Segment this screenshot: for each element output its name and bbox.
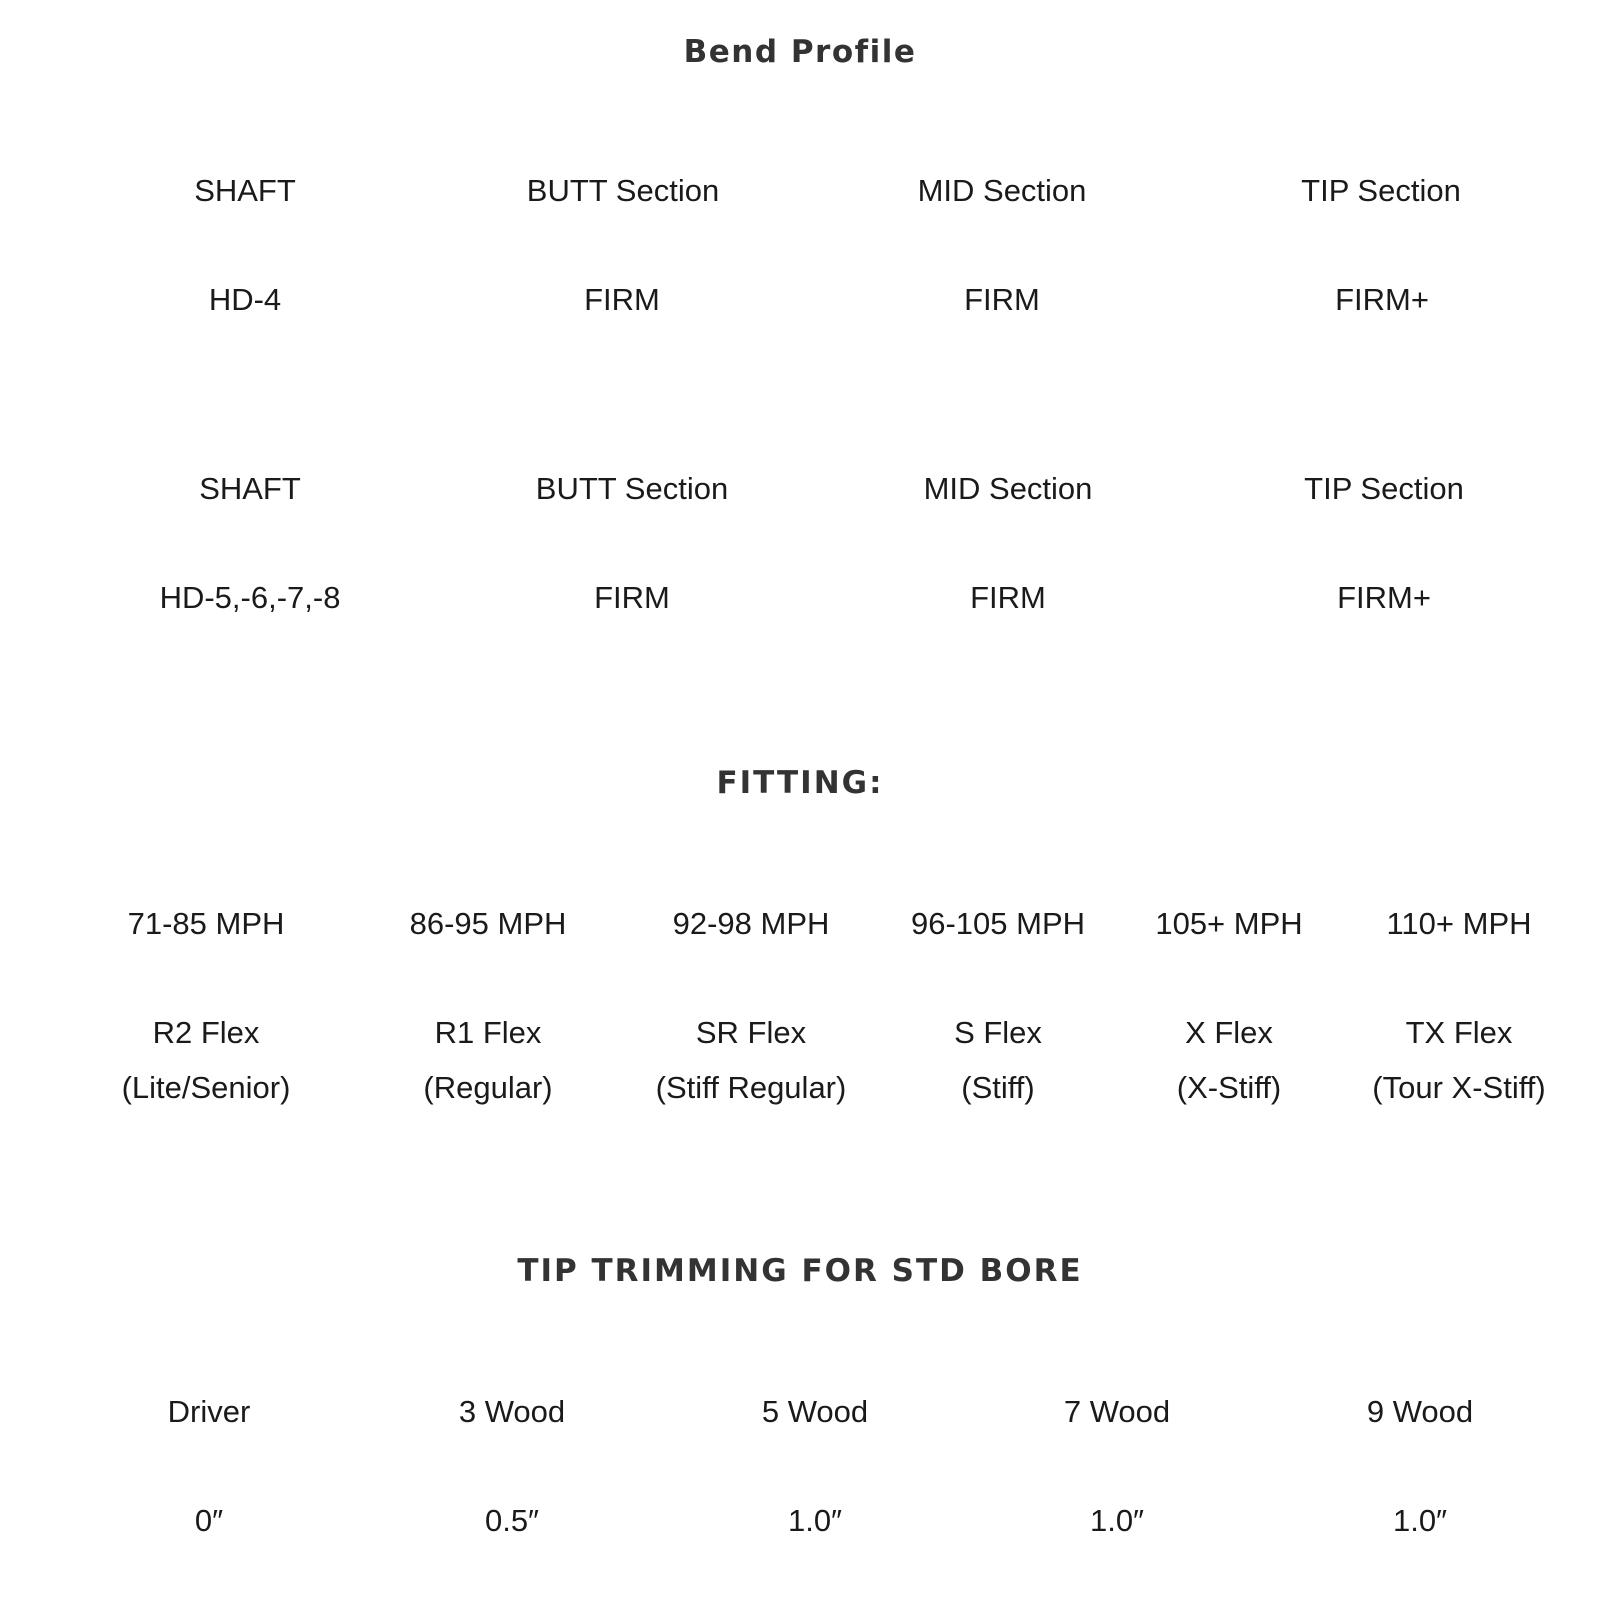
- bend-table-1-header-row: [0, 171, 1600, 211]
- value-mid-section: FIRM: [970, 580, 1046, 615]
- value-tip-section: FIRM+: [1337, 580, 1431, 615]
- flex-name-r1: (Regular): [423, 1070, 553, 1105]
- flex-x: X Flex: [1185, 1015, 1273, 1050]
- bend-table-2-header-row: [0, 469, 1600, 509]
- trim-club-row: [0, 1392, 1600, 1432]
- speed-r1: 86-95 MPH: [409, 906, 567, 941]
- flex-name-sr: (Stiff Regular): [655, 1070, 847, 1105]
- tip-trimming-heading: TIP TRIMMING FOR STD BORE: [517, 1253, 1083, 1289]
- trim-driver: 0″: [194, 1503, 224, 1538]
- fitting-flex-name-row: [0, 1068, 1600, 1108]
- flex-sr: SR Flex: [695, 1015, 807, 1050]
- speed-tx: 110+ MPH: [1386, 906, 1532, 941]
- value-butt-section: FIRM: [584, 282, 660, 317]
- flex-name-x: (X-Stiff): [1176, 1070, 1282, 1105]
- speed-s: 96-105 MPH: [910, 906, 1086, 941]
- speed-r2: 71-85 MPH: [127, 906, 285, 941]
- value-mid-section: FIRM: [964, 282, 1040, 317]
- club-9-wood: 9 Wood: [1366, 1394, 1474, 1429]
- header-tip-section: TIP Section: [1301, 173, 1461, 208]
- speed-sr: 92-98 MPH: [672, 906, 830, 941]
- trim-9-wood: 1.0″: [1392, 1503, 1448, 1538]
- value-shaft: HD-5,-6,-7,-8: [159, 580, 341, 615]
- trim-value-row: [0, 1501, 1600, 1541]
- header-shaft: SHAFT: [194, 173, 296, 208]
- speed-x: 105+ MPH: [1155, 906, 1303, 941]
- flex-name-tx: (Tour X-Stiff): [1372, 1070, 1546, 1105]
- club-5-wood: 5 Wood: [761, 1394, 869, 1429]
- flex-name-r2: (Lite/Senior): [121, 1070, 291, 1105]
- bend-table-1-value-row: [0, 280, 1600, 320]
- flex-tx: TX Flex: [1405, 1015, 1513, 1050]
- header-butt-section: BUTT Section: [526, 173, 720, 208]
- flex-name-s: (Stiff): [961, 1070, 1035, 1105]
- trim-7-wood: 1.0″: [1089, 1503, 1145, 1538]
- header-mid-section: MID Section: [917, 173, 1087, 208]
- header-mid-section: MID Section: [923, 471, 1093, 506]
- header-butt-section: BUTT Section: [535, 471, 729, 506]
- bend-table-2-value-row: [0, 578, 1600, 618]
- club-7-wood: 7 Wood: [1063, 1394, 1171, 1429]
- value-tip-section: FIRM+: [1335, 282, 1429, 317]
- club-driver: Driver: [167, 1394, 251, 1429]
- trim-3-wood: 0.5″: [484, 1503, 540, 1538]
- value-shaft: HD-4: [208, 282, 282, 317]
- trim-5-wood: 1.0″: [787, 1503, 843, 1538]
- fitting-heading: FITTING:: [716, 765, 884, 801]
- fitting-flex-row: [0, 1013, 1600, 1053]
- bend-profile-heading: Bend Profile: [683, 34, 917, 70]
- flex-s: S Flex: [954, 1015, 1042, 1050]
- header-shaft: SHAFT: [199, 471, 301, 506]
- flex-r2: R2 Flex: [152, 1015, 260, 1050]
- header-tip-section: TIP Section: [1304, 471, 1464, 506]
- fitting-speed-row: [0, 904, 1600, 944]
- value-butt-section: FIRM: [594, 580, 670, 615]
- club-3-wood: 3 Wood: [458, 1394, 566, 1429]
- flex-r1: R1 Flex: [434, 1015, 542, 1050]
